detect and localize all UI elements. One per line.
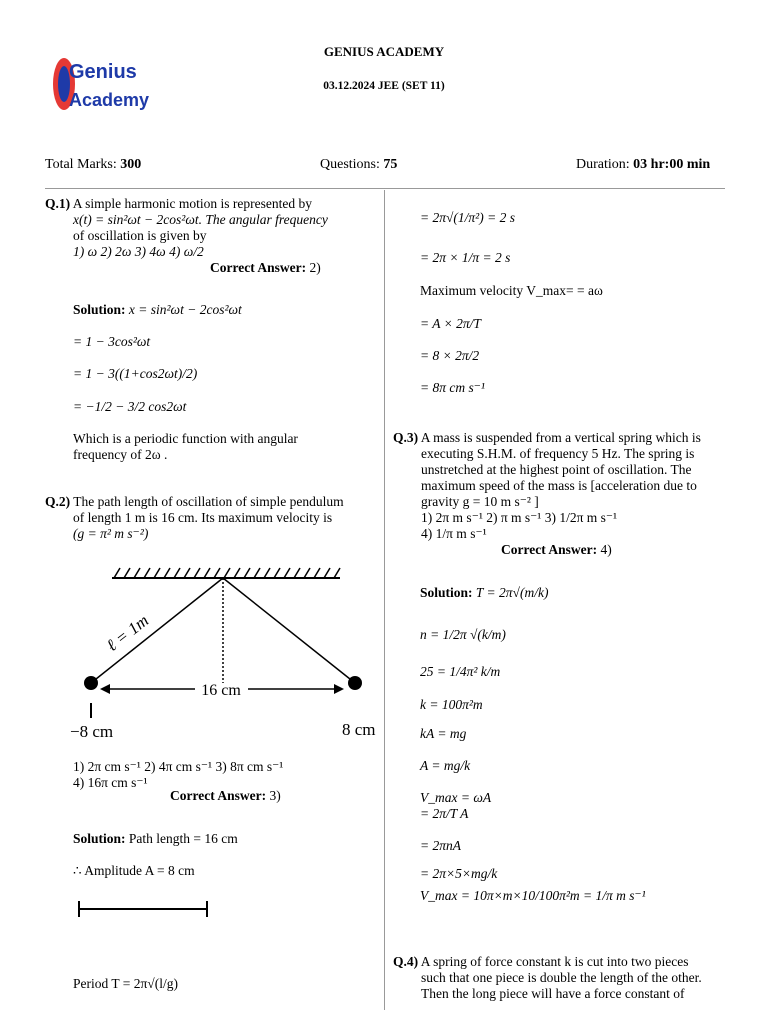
options: 1) 2π cm s⁻¹ 2) 4π cm s⁻¹ 3) 8π cm s⁻¹ bbox=[73, 759, 284, 774]
solution-line: frequency of 2ω . bbox=[73, 447, 168, 462]
question-text: Then the long piece will have a force constant of bbox=[421, 986, 685, 1001]
duration-value: 03 hr:00 min bbox=[633, 157, 711, 172]
solution-line bbox=[73, 831, 238, 847]
question-number: Q.3) bbox=[393, 430, 419, 445]
question-text: A spring of force constant k is cut into two pieces bbox=[420, 954, 689, 969]
solution-line: A = mg/k bbox=[420, 758, 471, 773]
question-text: of oscillation is given by bbox=[73, 228, 207, 243]
total-marks-value: 300 bbox=[120, 157, 142, 172]
solution-line: = 2π/T A bbox=[420, 806, 469, 821]
amplitude-segment-tick bbox=[78, 901, 80, 917]
solution-line: Period T = 2π√(l/g) bbox=[73, 976, 178, 991]
questions-label: Questions: bbox=[320, 157, 380, 172]
question-text: The path length of oscillation of simple pendulum bbox=[73, 494, 344, 509]
logo-word-academy: Academy bbox=[69, 90, 150, 110]
question-text: of length 1 m is 16 cm. Its maximum velocity is bbox=[73, 510, 333, 525]
solution-line: = 1 − 3cos²ωt bbox=[73, 334, 151, 349]
question-number: Q.2) bbox=[45, 494, 71, 509]
question-text: maximum speed of the mass is [acceleration due to bbox=[421, 478, 697, 493]
question-number: Q.1) bbox=[45, 196, 71, 211]
duration bbox=[576, 157, 710, 173]
exam-subtitle: 03.12.2024 JEE (SET 11) bbox=[323, 80, 445, 92]
solution-line: = 2πnA bbox=[420, 838, 461, 853]
solution-line bbox=[73, 302, 242, 318]
solution-math: T = 2π√(m/k) bbox=[475, 585, 549, 600]
answer-value: 2) bbox=[309, 260, 321, 275]
answer-label: Correct Answer: bbox=[501, 542, 598, 557]
solution-line: V_max = ωA bbox=[420, 790, 492, 805]
answer-label: Correct Answer: bbox=[170, 788, 267, 803]
solution-label: Solution: bbox=[73, 302, 126, 317]
question-text: unstretched at the highest point of oscillation. The bbox=[421, 462, 692, 477]
solution-line: kA = mg bbox=[420, 726, 467, 741]
total-marks-label: Total Marks: bbox=[45, 157, 117, 172]
solution-line: Which is a periodic function with angular bbox=[73, 431, 298, 446]
page-title: GENIUS ACADEMY bbox=[323, 44, 445, 59]
question-4 bbox=[393, 954, 738, 1002]
left-extreme-label: −8 cm bbox=[70, 722, 114, 741]
solution-line: = 1 − 3((1+cos2ωt)/2) bbox=[73, 366, 198, 381]
questions-value: 75 bbox=[383, 157, 398, 172]
question-text: executing S.H.M. of frequency 5 Hz. The spring is bbox=[421, 446, 695, 461]
solution-line: 25 = 1/4π² k/m bbox=[420, 664, 501, 679]
question-2 bbox=[45, 494, 375, 542]
solution-math: Path length = 16 cm bbox=[128, 831, 238, 846]
solution-line: Maximum velocity V_max= = aω bbox=[420, 283, 603, 298]
solution-label: Solution: bbox=[420, 585, 473, 600]
options: 4) 16π cm s⁻¹ bbox=[73, 775, 148, 790]
question-text: (g = π² m s⁻²) bbox=[73, 526, 149, 541]
solution-label: Solution: bbox=[73, 831, 126, 846]
question-text: A mass is suspended from a vertical spring which is bbox=[420, 430, 701, 445]
path-length-label: 16 cm bbox=[201, 682, 241, 699]
answer-line bbox=[170, 788, 281, 804]
question-number: Q.4) bbox=[393, 954, 419, 969]
solution-line: = 2π×5×mg/k bbox=[420, 866, 498, 881]
options: 1) ω 2) 2ω 3) 4ω 4) ω/2 bbox=[73, 244, 204, 259]
logo-word-genius: Genius bbox=[69, 61, 137, 83]
string-length-label: ℓ = 1m bbox=[102, 610, 153, 656]
solution-line: V_max = 10π×m×10/100π²m = 1/π m s⁻¹ bbox=[420, 888, 646, 903]
options: 4) 1/π m s⁻¹ bbox=[421, 526, 487, 541]
solution-line: = −1/2 − 3/2 cos2ωt bbox=[73, 399, 187, 414]
question-text: x(t) = sin²ωt − 2cos²ωt. The angular frequency bbox=[73, 212, 328, 227]
solution-line: n = 1/2π √(k/m) bbox=[420, 627, 506, 642]
duration-label: Duration: bbox=[576, 157, 630, 172]
solution-line bbox=[420, 585, 548, 601]
questions-count bbox=[320, 157, 397, 173]
column-divider bbox=[384, 190, 385, 1010]
question-text: such that one piece is double the length of the other. bbox=[421, 970, 702, 985]
solution-line: = 8 × 2π/2 bbox=[420, 348, 480, 363]
question-3 bbox=[393, 430, 733, 558]
solution-line: = 8π cm s⁻¹ bbox=[420, 380, 485, 395]
solution-line: k = 100π²m bbox=[420, 697, 483, 712]
solution-line: = 2π × 1/π = 2 s bbox=[420, 250, 511, 265]
solution-math: x = sin²ωt − 2cos²ωt bbox=[128, 302, 242, 317]
question-text: gravity g = 10 m s⁻² ] bbox=[421, 494, 539, 509]
pendulum-figure bbox=[70, 560, 380, 750]
answer-value: 3) bbox=[269, 788, 281, 803]
options: 1) 2π m s⁻¹ 2) π m s⁻¹ 3) 1/2π m s⁻¹ bbox=[421, 510, 618, 525]
solution-line: = 2π√(1/π²) = 2 s bbox=[420, 210, 515, 225]
solution-line: ∴ Amplitude A = 8 cm bbox=[73, 863, 195, 878]
amplitude-segment bbox=[78, 908, 208, 910]
right-extreme-label: 8 cm bbox=[342, 720, 376, 739]
solution-line: = A × 2π/T bbox=[420, 316, 481, 331]
amplitude-segment-tick bbox=[206, 901, 208, 917]
question-1 bbox=[45, 196, 375, 276]
answer-label: Correct Answer: bbox=[210, 260, 307, 275]
question-text: A simple harmonic motion is represented by bbox=[72, 196, 312, 211]
header-divider bbox=[45, 188, 725, 189]
total-marks bbox=[45, 157, 141, 173]
answer-value: 4) bbox=[600, 542, 612, 557]
